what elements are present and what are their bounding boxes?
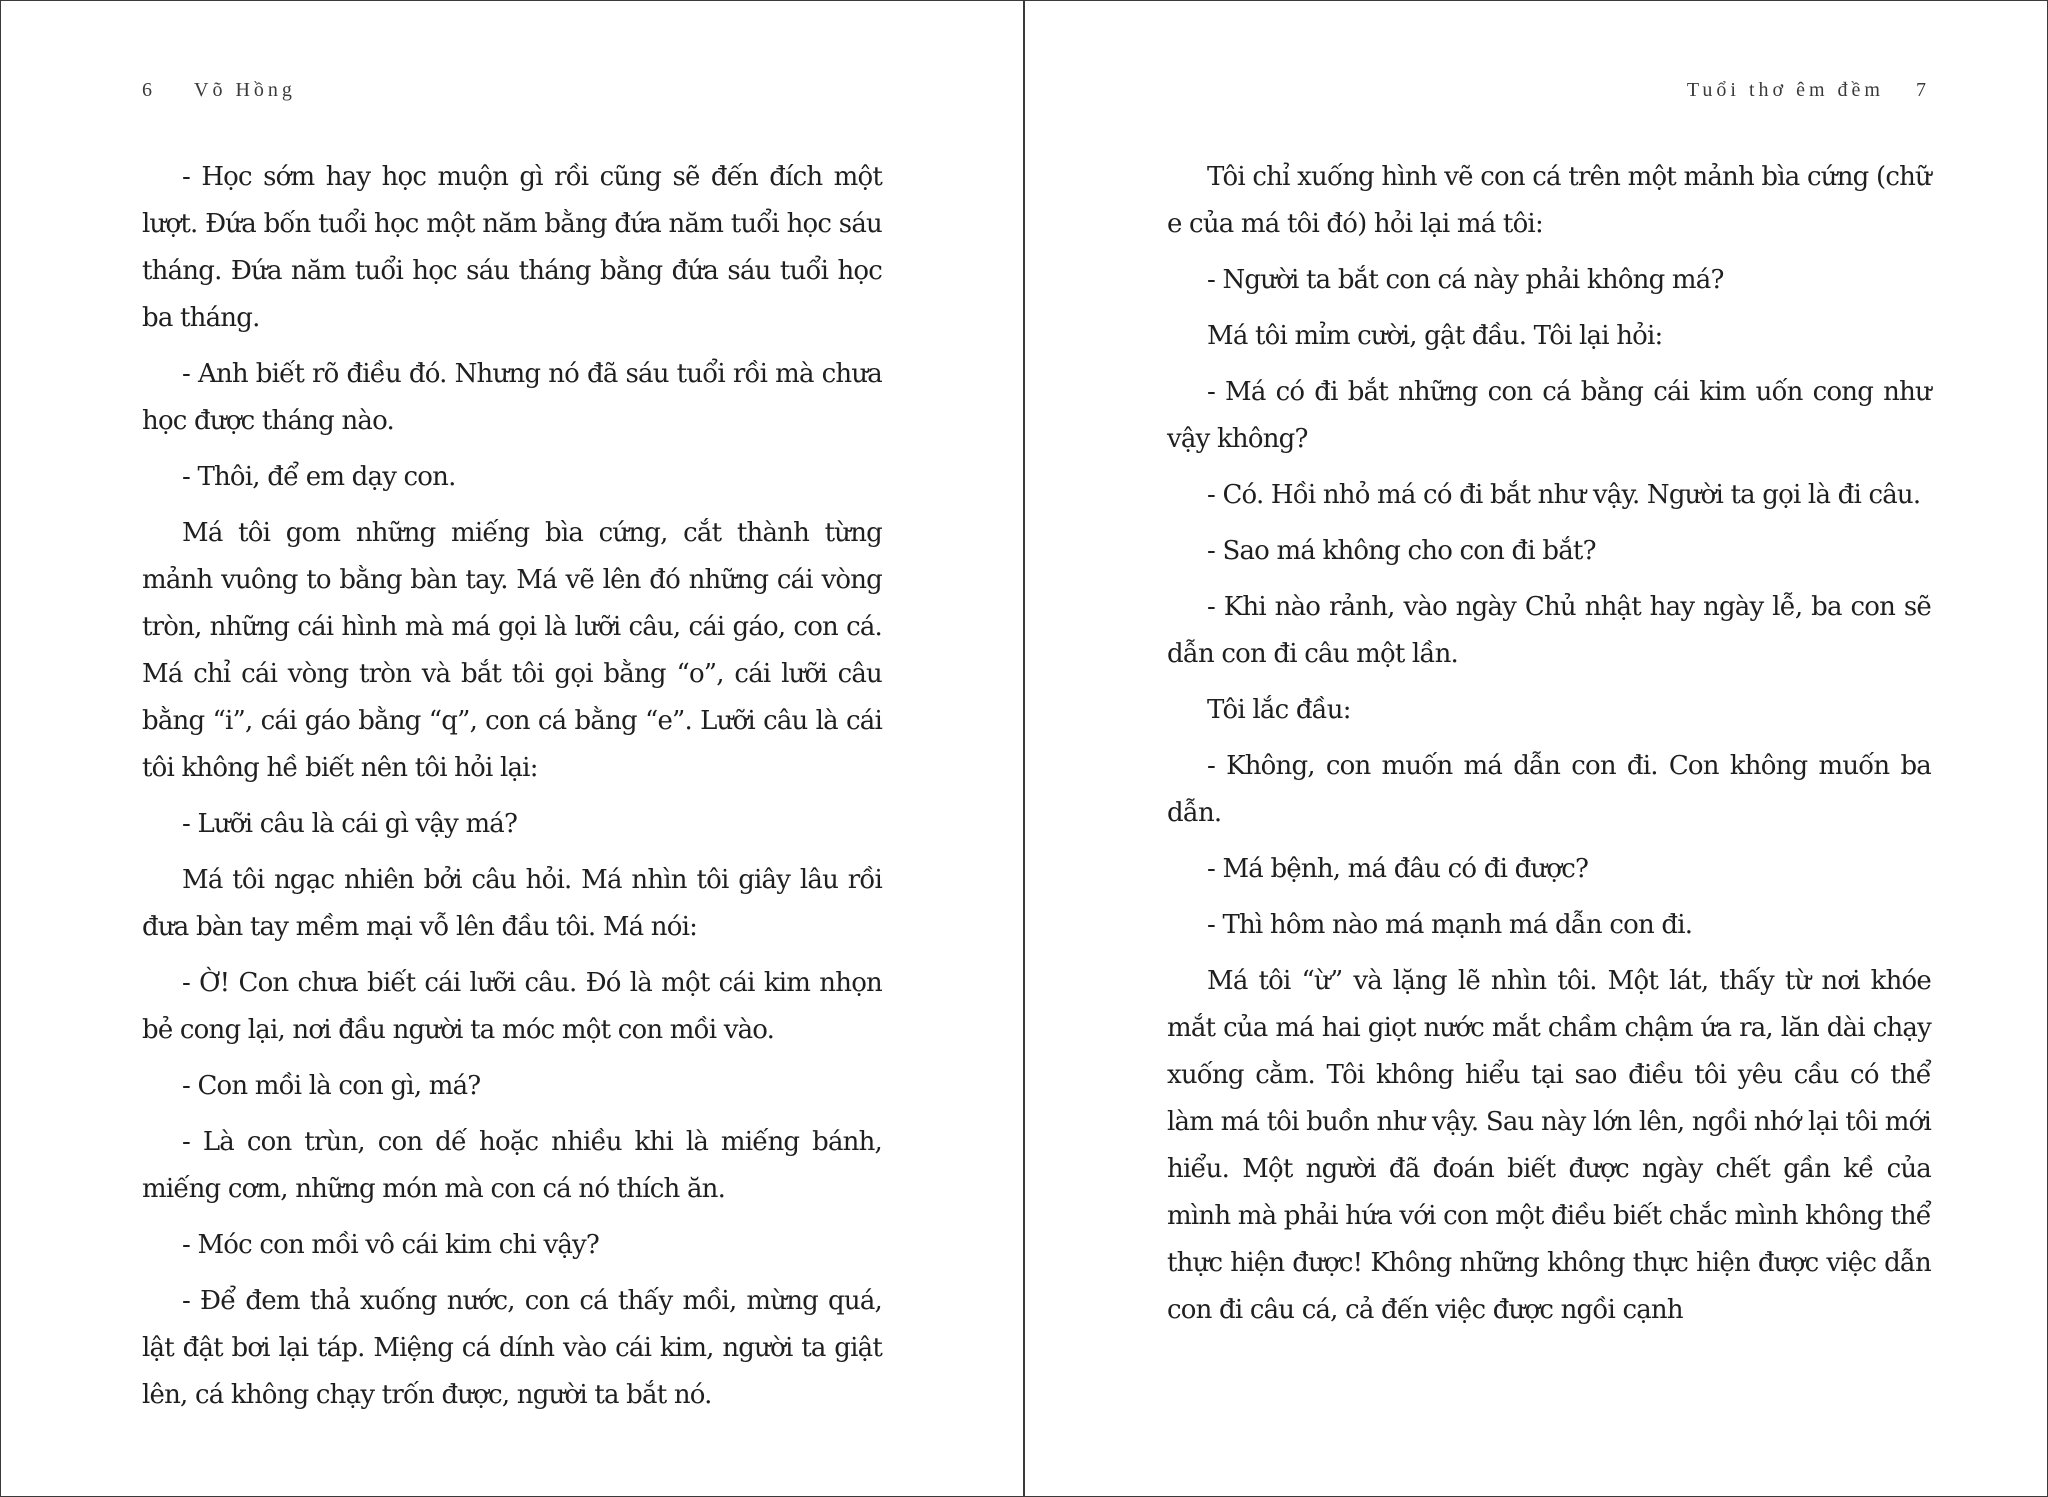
paragraph: Má tôi gom những miếng bìa cứng, cắt thành từng mảnh vuông to bằng bàn tay. Má vẽ lên đó những cái vòng tròn, những cái hình mà má gọi là lưỡi câu, cái gáo, con cá. Má chỉ cái vòng tròn và bắt tôi gọi bằng “o”, cái lưỡi câu bằng “i”, cái gáo bằng “q”, con cá bằng “e”. Lưỡi câu là cái tôi không hề biết nên tôi hỏi lại: xyxy=(142,518,882,783)
paragraph: - Thì hôm nào má mạnh má dẫn con đi. xyxy=(1207,910,1693,940)
paragraph: - Khi nào rảnh, vào ngày Chủ nhật hay ngày lễ, ba con sẽ dẫn con đi câu một lần. xyxy=(1167,592,1931,669)
left-page-body xyxy=(142,154,882,1428)
paragraph: Má tôi mỉm cười, gật đầu. Tôi lại hỏi: xyxy=(1207,321,1663,351)
running-head-right xyxy=(1687,79,1930,102)
paragraph: - Anh biết rõ điều đó. Nhưng nó đã sáu tuổi rồi mà chưa học được tháng nào. xyxy=(142,359,882,436)
paragraph: Má tôi “ừ” và lặng lẽ nhìn tôi. Một lát, thấy từ nơi khóe mắt của má hai giọt nước mắt chầm chậm ứa ra, lăn dài chạy xuống cằm. Tôi không hiểu tại sao điều tôi yêu cầu có thể làm má tôi buồn như vậy. Sau này lớn lên, ngồi nhớ lại tôi mới hiểu. Một người đã đoán biết được ngày chết gần kề của mình mà phải hứa với con một điều biết chắc mình không thể thực hiện được! Không những không thực hiện được việc dẫn con đi câu cá, cả đến việc được ngồi cạnh xyxy=(1167,966,1931,1325)
paragraph: - Có. Hồi nhỏ má có đi bắt như vậy. Người ta gọi là đi câu. xyxy=(1207,480,1921,510)
left-page xyxy=(1,1,1023,1496)
paragraph: Tôi lắc đầu: xyxy=(1207,695,1351,725)
paragraph: Tôi chỉ xuống hình vẽ con cá trên một mảnh bìa cứng (chữ e của má tôi đó) hỏi lại má tôi: xyxy=(1167,162,1931,239)
paragraph: - Con mồi là con gì, má? xyxy=(182,1071,481,1101)
paragraph: - Học sớm hay học muộn gì rồi cũng sẽ đến đích một lượt. Đứa bốn tuổi học một năm bằng đứa năm tuổi học sáu tháng. Đứa năm tuổi học sáu tháng bằng đứa sáu tuổi học ba tháng. xyxy=(142,162,882,333)
running-head-left xyxy=(142,79,296,102)
paragraph: - Má bệnh, má đâu có đi được? xyxy=(1207,854,1589,884)
right-page xyxy=(1025,1,2047,1496)
paragraph: - Là con trùn, con dế hoặc nhiều khi là miếng bánh, miếng cơm, những món mà con cá nó thích ăn. xyxy=(142,1127,882,1204)
paragraph: - Thôi, để em dạy con. xyxy=(182,462,456,492)
paragraph: - Sao má không cho con đi bắt? xyxy=(1207,536,1596,566)
paragraph: - Má có đi bắt những con cá bằng cái kim uốn cong như vậy không? xyxy=(1167,377,1931,454)
paragraph: - Để đem thả xuống nước, con cá thấy mồi, mừng quá, lật đật bơi lại táp. Miệng cá dính vào cái kim, người ta giật lên, cá không chạy trốn được, người ta bắt nó. xyxy=(142,1286,882,1410)
page-number-left: 6 xyxy=(142,79,156,101)
paragraph: - Người ta bắt con cá này phải không má? xyxy=(1207,265,1724,295)
paragraph: - Lưỡi câu là cái gì vậy má? xyxy=(182,809,518,839)
right-page-body xyxy=(1167,154,1931,1343)
page-number-right: 7 xyxy=(1916,79,1930,101)
author-name: Võ Hồng xyxy=(194,79,296,101)
book-title: Tuổi thơ êm đềm xyxy=(1686,79,1884,101)
paragraph: - Móc con mồi vô cái kim chi vậy? xyxy=(182,1230,600,1260)
paragraph: Má tôi ngạc nhiên bởi câu hỏi. Má nhìn tôi giây lâu rồi đưa bàn tay mềm mại vỗ lên đầu tôi. Má nói: xyxy=(142,865,882,942)
paragraph: - Ờ! Con chưa biết cái lưỡi câu. Đó là một cái kim nhọn bẻ cong lại, nơi đầu người ta móc một con mồi vào. xyxy=(142,968,882,1045)
paragraph: - Không, con muốn má dẫn con đi. Con không muốn ba dẫn. xyxy=(1167,751,1931,828)
